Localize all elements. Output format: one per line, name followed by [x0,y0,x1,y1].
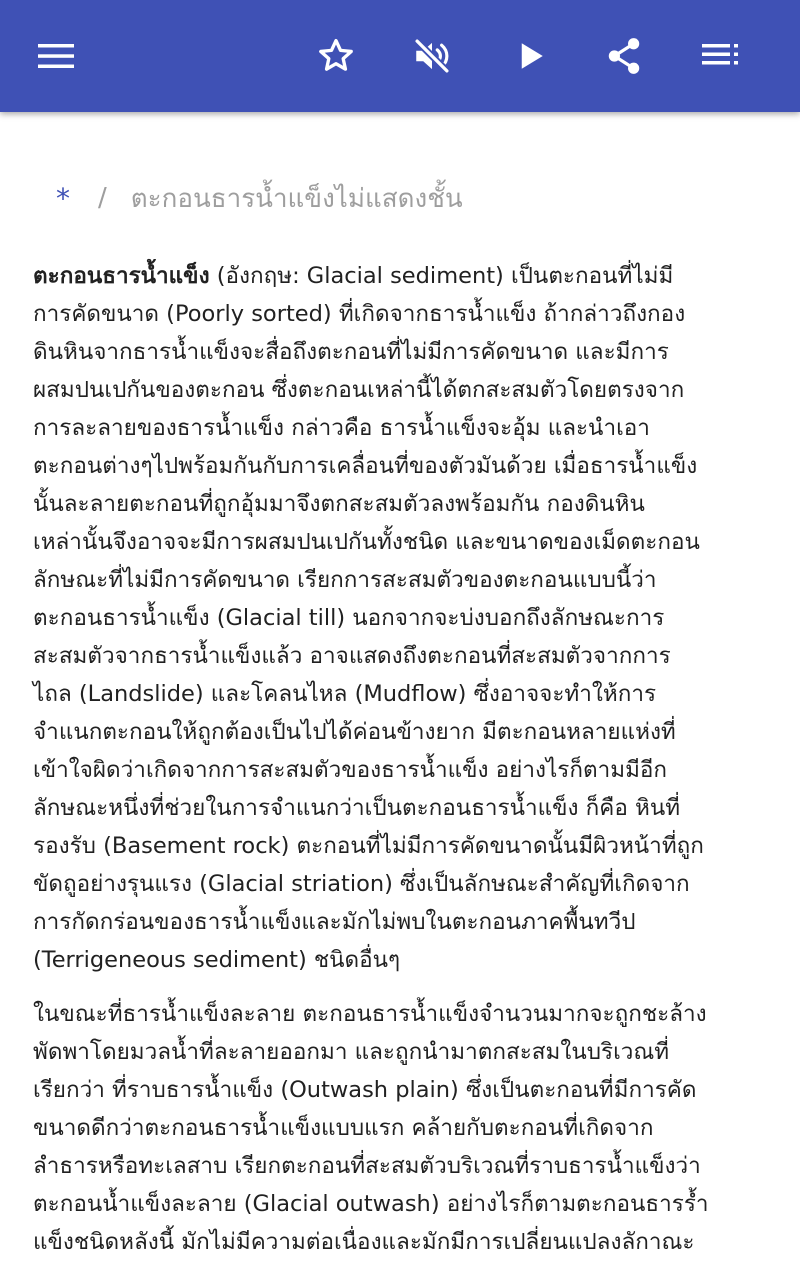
paragraph-line: จำแนกตะกอนให้ถูกต้องเป็นไปได้ค่อนข้างยาก มีตะกอนหลายแห่งที่ [33,719,676,745]
list-icon[interactable] [692,28,748,84]
paragraph-line: การคัดขนาด (Poorly sorted) ที่เกิดจากธารน้ำแข็ง ถ้ากล่าวถึงกอง [33,301,686,327]
app-toolbar [0,0,800,112]
paragraph-line: การกัดกร่อนของธารน้ำแข็งและมักไม่พบในตะกอนภาคพื้นทวีป [33,909,636,935]
article-body [33,257,773,1261]
paragraph-line: ขัดถูอย่างรุนแรง (Glacial striation) ซึ่งเป็นลักษณะสำคัญที่เกิดจาก [33,871,690,897]
paragraph-line: พัดพาโดยมวลน้ำที่ละลายออกมา และถูกนำมาตกสะสมในบริเวณที่ [33,1039,670,1065]
star-outline-icon[interactable] [308,28,364,84]
paragraph-line: รองรับ (Basement rock) ตะกอนที่ไม่มีการคัดขนาดนั้นมีผิวหน้าที่ถูก [33,833,704,859]
paragraph-line: ดินหินจากธารน้ำแข็งจะสื่อถึงตะกอนที่ไม่มีการคัดขนาด และมีการ [33,339,669,365]
paragraph-line: เข้าใจผิดว่าเกิดจากการสะสมตัวของธารน้ำแข็ง อย่างไรก็ตามมีอีก [33,757,668,783]
hamburger-menu-icon[interactable] [28,28,84,84]
paragraph-line: ลักษณะที่ไม่มีการคัดขนาด เรียกการสะสมตัวของตะกอนแบบนี้ว่า [33,567,657,593]
paragraph-line: ตะกอนต่างๆไปพร้อมกันกับการเคลื่อนที่ของตัวมันด้วย เมื่อธารน้ำแข็ง [33,453,698,479]
paragraph-line: ในขณะที่ธารน้ำแข็งละลาย ตะกอนธารน้ำแข็งจำนวนมากจะถูกชะล้าง [33,1001,707,1027]
article-paragraph-2 [33,995,773,1261]
paragraph-line: สะสมตัวจากธารน้ำแข็งแล้ว อาจแสดงถึงตะกอนที่สะสมตัวจากการ [33,643,671,669]
share-icon[interactable] [596,28,652,84]
paragraph-line: ตะกอนธารน้ำแข็ง (Glacial till) นอกจากจะบ่งบอกถึงลักษณะการ [33,605,665,631]
paragraph-line: เรียกว่า ที่ราบธารน้ำแข็ง (Outwash plain) ซึ่งเป็นตะกอนที่มีการคัด [33,1077,697,1103]
breadcrumb-current-page: ตะกอนธารน้ำแข็งไม่แสดงชั้น [130,183,463,214]
paragraph-line: นั้นละลายตะกอนที่ถูกอุ้มมาจึงตกสะสมตัวลงพร้อมกัน กองดินหิน [33,491,645,517]
article-paragraph-1 [33,257,773,979]
paragraph-line: ไถล (Landslide) และโคลนไหล (Mudflow) ซึ่งอาจจะทำให้การ [33,681,657,707]
play-icon[interactable] [502,28,558,84]
volume-off-icon[interactable] [404,28,460,84]
paragraph-line: ตะกอนน้ำแข็งละลาย (Glacial outwash) อย่างไรก็ตามตะกอนธารร้ำ [33,1191,709,1217]
paragraph-line: (Terrigeneous sediment) ชนิดอื่นๆ [33,947,401,973]
breadcrumb-root-link[interactable]: * [56,181,70,215]
article-content [0,112,800,1280]
article-term: ตะกอนธารน้ำแข็ง [33,263,210,289]
paragraph-line: ขนาดดีกว่าตะกอนธารน้ำแข็งแบบแรก คล้ายกับตะกอนที่เกิดจาก [33,1115,654,1141]
breadcrumb-separator: / [98,183,107,213]
paragraph-line: ผสมปนเปกันของตะกอน ซึ่งตะกอนเหล่านี้ได้ตกสะสมตัวโดยตรงจาก [33,377,685,403]
paragraph-line: ลักษณะหนึ่งที่ช่วยในการจำแนกว่าเป็นตะกอนธารน้ำแข็ง ก็คือ หินที่ [33,795,681,821]
breadcrumb [56,178,463,218]
paragraph-line-text: (อังกฤษ: Glacial sediment) เป็นตะกอนที่ไม่มี [209,263,674,289]
paragraph-line: การละลายของธารน้ำแข็ง กล่าวคือ ธารน้ำแข็งจะอุ้ม และนำเอา [33,415,650,441]
paragraph-line: ลำธารหรือทะเลสาบ เรียกตะกอนที่สะสมตัวบริเวณที่ราบธารน้ำแข็งว่า [33,1153,701,1179]
paragraph-line: เหล่านั้นจึงอาจจะมีการผสมปนเปกันทั้งชนิด และขนาดของเม็ดตะกอน [33,529,700,555]
paragraph-line: แข็งชนิดหลังนี้ มักไม่มีความต่อเนื่องและมักมีการเปลี่ยนแปลงลักาณะ [33,1229,695,1255]
paragraph-line [33,257,773,295]
